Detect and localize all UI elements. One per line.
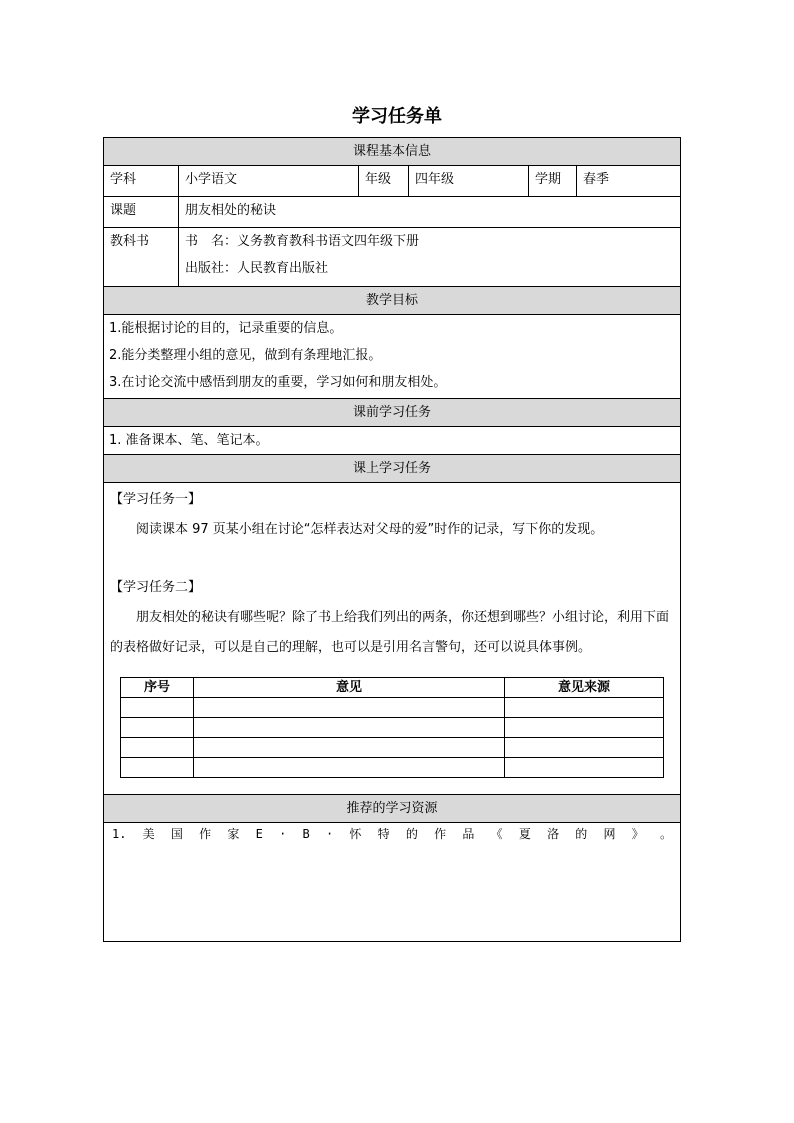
opinion-cell[interactable]	[505, 718, 664, 738]
resource-char: 作	[434, 827, 447, 841]
class-tasks-cell	[104, 483, 681, 795]
task-sheet-table	[103, 137, 681, 942]
publisher: 出版社：人民教育出版社	[185, 261, 329, 276]
header-opinion: 意见	[194, 678, 505, 698]
section-basic-info: 课程基本信息	[104, 138, 681, 166]
objectives-cell	[104, 315, 681, 399]
resources-cell	[104, 823, 681, 942]
opinion-cell[interactable]	[194, 718, 505, 738]
resource-char: 家	[227, 827, 240, 841]
opinion-cell[interactable]	[121, 738, 194, 758]
resource-char: 夏	[518, 827, 531, 841]
table-row	[121, 698, 664, 718]
resource-char: 《	[490, 827, 503, 841]
resource-char: 特	[377, 827, 390, 841]
opinion-cell[interactable]	[194, 738, 505, 758]
resource-item	[112, 823, 672, 845]
opinion-table	[120, 677, 664, 778]
topic-value: 朋友相处的秘诀	[179, 197, 681, 228]
resource-char: B	[302, 827, 310, 841]
pre-task-item: 1. 准备课本、笔、笔记本。	[104, 427, 681, 455]
subject-label: 学科	[104, 166, 179, 197]
header-source: 意见来源	[505, 678, 664, 698]
resource-char: E	[255, 827, 263, 841]
term-label: 学期	[529, 166, 577, 197]
subject-value: 小学语文	[179, 166, 359, 197]
objective-item: 3.在讨论交流中感悟到朋友的重要，学习如何和朋友相处。	[109, 375, 447, 390]
resource-char: 国	[170, 827, 183, 841]
task2-text: 朋友相处的秘诀有哪些呢？除了书上给我们列出的两条，你还想到哪些？小组讨论，利用下面的表格做好记录，可以是自己的理解，也可以是引用名言警句，还可以说具体事例。	[110, 610, 670, 655]
resource-char: 1.	[112, 827, 127, 841]
document-title: 学习任务单	[352, 106, 442, 127]
opinion-cell[interactable]	[121, 718, 194, 738]
opinion-cell[interactable]	[194, 758, 505, 778]
resource-char: 网	[603, 827, 616, 841]
term-value: 春季	[577, 166, 681, 197]
resource-char: 洛	[547, 827, 560, 841]
objective-item: 2.能分类整理小组的意见，做到有条理地汇报。	[109, 348, 382, 363]
header-number: 序号	[121, 678, 194, 698]
task1-title: 【学习任务一】	[110, 492, 202, 507]
book-name: 书 名：义务教育教科书语文四年级下册	[185, 234, 420, 249]
table-row	[121, 718, 664, 738]
resource-char: ·	[325, 827, 334, 841]
resource-char: 作	[199, 827, 212, 841]
grade-value: 四年级	[409, 166, 529, 197]
textbook-value	[179, 228, 681, 287]
resource-char: 的	[405, 827, 418, 841]
opinion-cell[interactable]	[121, 698, 194, 718]
resource-char: 美	[142, 827, 155, 841]
resource-char: 。	[660, 827, 673, 841]
section-pre-tasks: 课前学习任务	[104, 399, 681, 427]
section-class-tasks: 课上学习任务	[104, 455, 681, 483]
opinion-cell[interactable]	[194, 698, 505, 718]
objective-item: 1.能根据讨论的目的，记录重要的信息。	[109, 321, 343, 336]
table-row	[121, 758, 664, 778]
resource-char: 怀	[349, 827, 362, 841]
task2-title: 【学习任务二】	[110, 580, 202, 595]
opinion-cell[interactable]	[505, 738, 664, 758]
topic-label: 课题	[104, 197, 179, 228]
resource-char: 的	[575, 827, 588, 841]
resource-char: 品	[462, 827, 475, 841]
resource-char: ·	[279, 827, 287, 841]
table-row	[121, 738, 664, 758]
opinion-cell[interactable]	[121, 758, 194, 778]
section-resources: 推荐的学习资源	[104, 795, 681, 823]
opinion-cell[interactable]	[505, 758, 664, 778]
section-objectives: 教学目标	[104, 287, 681, 315]
opinion-cell[interactable]	[505, 698, 664, 718]
task1-text: 阅读课本 97 页某小组在讨论“怎样表达对父母的爱”时作的记录，写下你的发现。	[136, 522, 604, 537]
grade-label: 年级	[359, 166, 409, 197]
textbook-label: 教科书	[104, 228, 179, 287]
resource-char: 》	[631, 827, 644, 841]
